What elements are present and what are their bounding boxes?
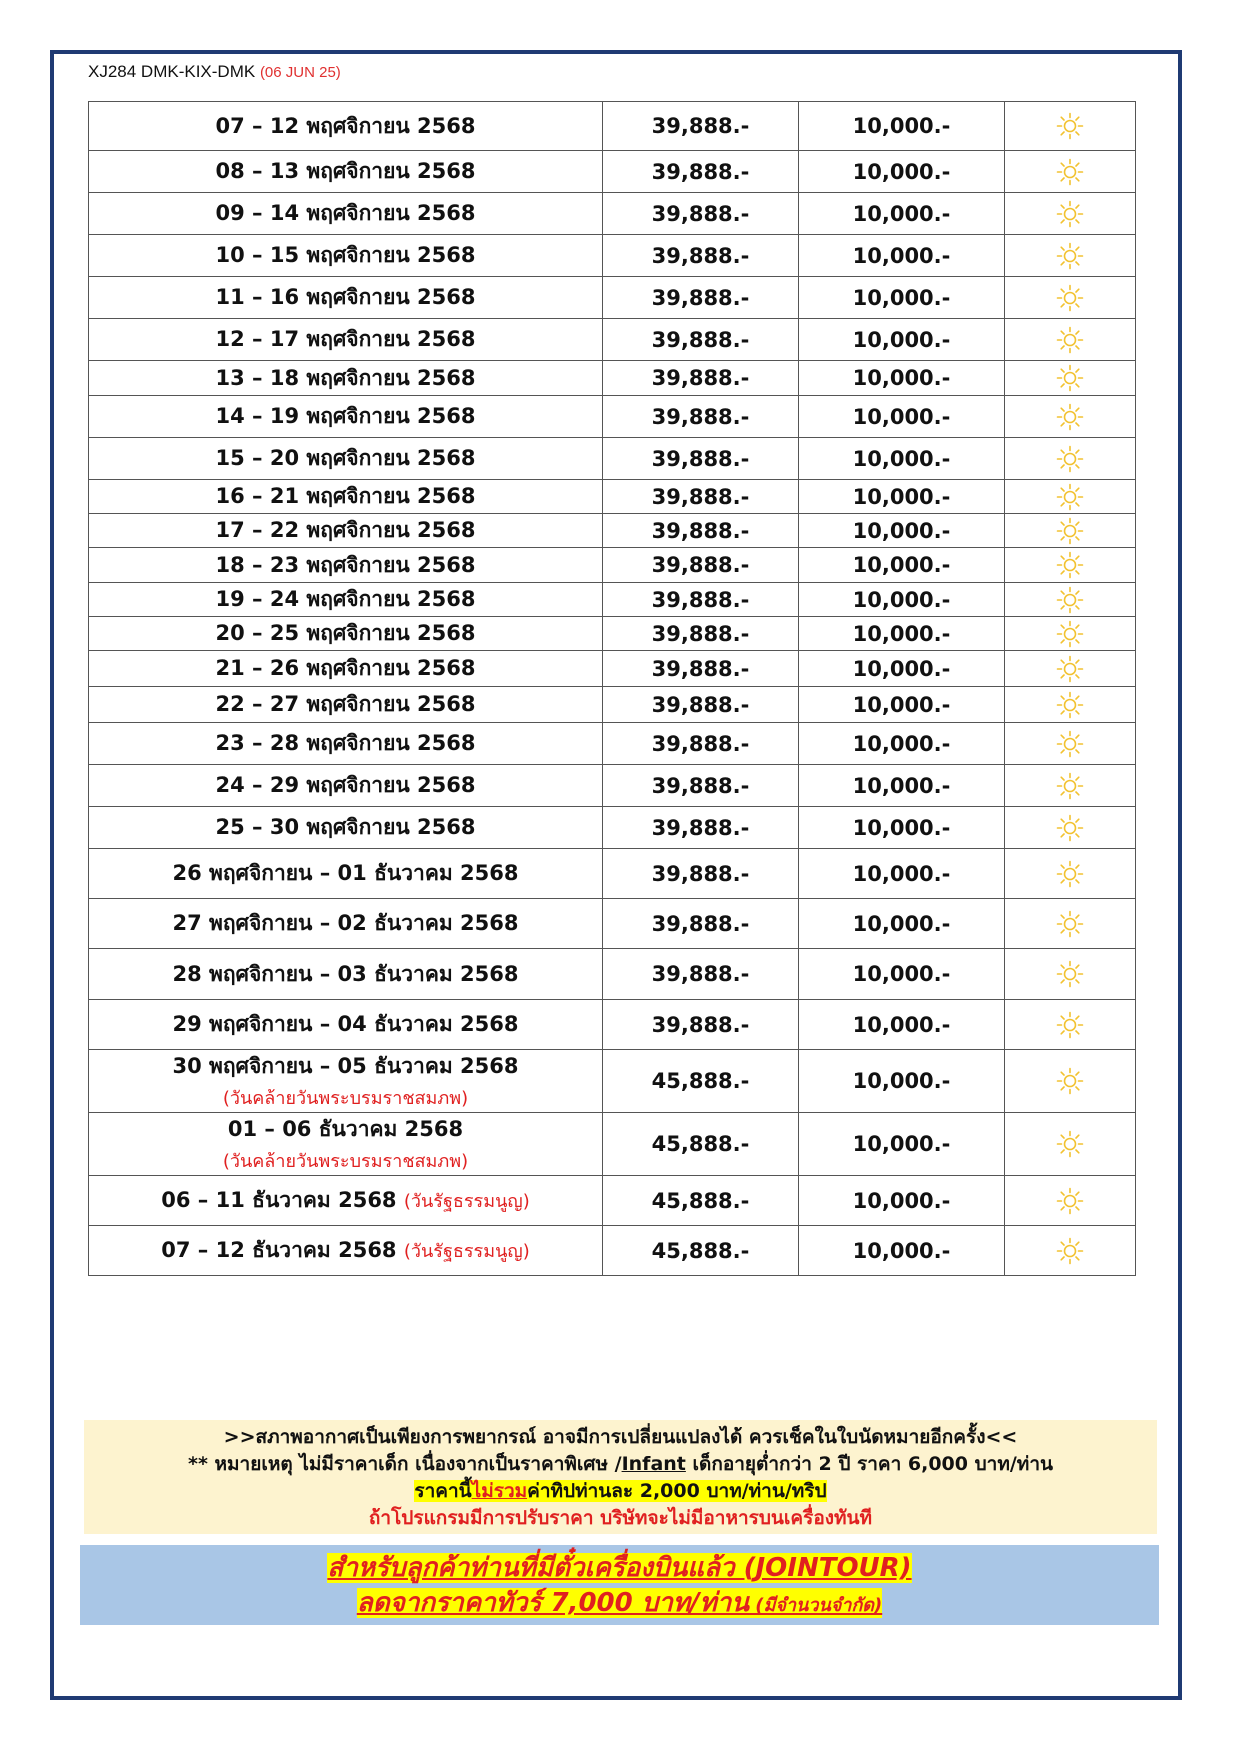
single-supplement-cell: 10,000.-: [799, 438, 1005, 480]
period-text: 16 – 21 พฤศจิกายน 2568: [215, 484, 476, 508]
sun-icon: [1055, 1066, 1085, 1096]
weather-cell: [1005, 583, 1136, 617]
single-supplement-cell: 10,000.-: [799, 151, 1005, 193]
weather-cell: [1005, 361, 1136, 396]
table-row: [89, 1226, 1136, 1276]
table-row: [89, 151, 1136, 193]
table-row: [89, 1050, 1136, 1113]
sun-icon: [1055, 859, 1085, 889]
period-cell: [89, 277, 603, 319]
sun-icon: [1055, 402, 1085, 432]
period-cell: [89, 193, 603, 235]
single-supplement-cell: 10,000.-: [799, 361, 1005, 396]
single-supplement-cell: 10,000.-: [799, 723, 1005, 765]
price-cell: 39,888.-: [603, 396, 799, 438]
price-cell: 45,888.-: [603, 1176, 799, 1226]
table-row: [89, 319, 1136, 361]
notice-box: [84, 1420, 1157, 1534]
period-cell: [89, 687, 603, 723]
single-supplement-cell: 10,000.-: [799, 899, 1005, 949]
period-text: 11 – 16 พฤศจิกายน 2568: [215, 285, 476, 309]
period-text: 28 พฤศจิกายน – 03 ธันวาคม 2568: [172, 961, 519, 986]
period-cell: [89, 1000, 603, 1050]
weather-cell: [1005, 1176, 1136, 1226]
weather-cell: [1005, 651, 1136, 687]
table-row: [89, 807, 1136, 849]
price-table-body: [89, 102, 1136, 1276]
holiday-note: (วันคล้ายวันพระบรมราชสมภพ): [222, 1088, 469, 1109]
single-supplement-cell: 10,000.-: [799, 235, 1005, 277]
tip-note-a: ราคานี้: [414, 1480, 472, 1502]
price-cell: 39,888.-: [603, 514, 799, 548]
single-supplement-cell: 10,000.-: [799, 651, 1005, 687]
sun-icon: [1055, 157, 1085, 187]
sun-icon: [1055, 550, 1085, 580]
table-row: [89, 687, 1136, 723]
period-cell: [89, 807, 603, 849]
price-cell: 45,888.-: [603, 1226, 799, 1276]
infant-label: Infant: [621, 1453, 686, 1475]
price-cell: 39,888.-: [603, 151, 799, 193]
period-cell: [89, 1050, 603, 1113]
table-row: [89, 949, 1136, 1000]
period-text: 14 – 19 พฤศจิกายน 2568: [215, 404, 476, 428]
single-supplement-cell: 10,000.-: [799, 1226, 1005, 1276]
period-cell: [89, 765, 603, 807]
price-table: [88, 101, 1136, 1276]
period-text: 17 – 22 พฤศจิกายน 2568: [215, 518, 476, 542]
period-text: 25 – 30 พฤศจิกายน 2568: [215, 815, 476, 839]
price-cell: 39,888.-: [603, 723, 799, 765]
single-supplement-cell: 10,000.-: [799, 1050, 1005, 1113]
period-text: 30 พฤศจิกายน – 05 ธันวาคม 2568: [172, 1054, 519, 1078]
table-row: [89, 651, 1136, 687]
price-cell: 39,888.-: [603, 1000, 799, 1050]
weather-cell: [1005, 849, 1136, 899]
sun-icon: [1055, 199, 1085, 229]
sun-icon: [1055, 444, 1085, 474]
table-row: [89, 235, 1136, 277]
price-cell: 39,888.-: [603, 687, 799, 723]
price-cell: 39,888.-: [603, 849, 799, 899]
period-cell: [89, 1113, 603, 1176]
single-supplement-cell: 10,000.-: [799, 548, 1005, 583]
price-cell: 39,888.-: [603, 651, 799, 687]
weather-cell: [1005, 396, 1136, 438]
weather-cell: [1005, 438, 1136, 480]
table-row: [89, 277, 1136, 319]
period-text: 29 พฤศจิกายน – 04 ธันวาคม 2568: [172, 1012, 519, 1036]
table-row: [89, 1000, 1136, 1050]
table-row: [89, 514, 1136, 548]
period-text: 27 พฤศจิกายน – 02 ธันวาคม 2568: [172, 911, 519, 935]
single-supplement-cell: 10,000.-: [799, 949, 1005, 1000]
period-text: 10 – 15 พฤศจิกายน 2568: [215, 243, 476, 267]
child-price-notice: [84, 1451, 1157, 1478]
sun-icon: [1055, 1236, 1085, 1266]
single-supplement-cell: 10,000.-: [799, 687, 1005, 723]
sun-icon: [1055, 771, 1085, 801]
single-supplement-cell: 10,000.-: [799, 480, 1005, 514]
weather-cell: [1005, 548, 1136, 583]
table-row: [89, 1113, 1136, 1176]
holiday-note: (วันรัฐธรรมนูญ): [403, 1191, 530, 1212]
period-cell: [89, 438, 603, 480]
period-text: 06 – 11 ธันวาคม 2568: [161, 1188, 397, 1212]
single-supplement-cell: 10,000.-: [799, 193, 1005, 235]
table-row: [89, 617, 1136, 651]
single-supplement-cell: 10,000.-: [799, 1000, 1005, 1050]
table-row: [89, 548, 1136, 583]
table-row: [89, 193, 1136, 235]
meal-notice: ถ้าโปรแกรมมีการปรับราคา บริษัทจะไม่มีอาหารบนเครื่องทันที: [368, 1507, 873, 1529]
period-cell: [89, 849, 603, 899]
period-cell: [89, 617, 603, 651]
period-text: 09 – 14 พฤศจิกายน 2568: [215, 201, 476, 225]
promo-limited: (มีจำนวนจำกัด): [749, 1595, 883, 1616]
sun-icon: [1055, 283, 1085, 313]
period-cell: [89, 583, 603, 617]
sun-icon: [1055, 619, 1085, 649]
weather-cell: [1005, 514, 1136, 548]
single-supplement-cell: 10,000.-: [799, 617, 1005, 651]
table-row: [89, 1176, 1136, 1226]
weather-cell: [1005, 687, 1136, 723]
price-cell: 39,888.-: [603, 617, 799, 651]
table-row: [89, 396, 1136, 438]
period-cell: [89, 480, 603, 514]
sun-icon: [1055, 585, 1085, 615]
table-row: [89, 765, 1136, 807]
sun-icon: [1055, 1010, 1085, 1040]
tip-note-b: ไม่รวม: [471, 1480, 528, 1502]
period-cell: [89, 396, 603, 438]
sun-icon: [1055, 909, 1085, 939]
weather-cell: [1005, 1226, 1136, 1276]
period-text: 19 – 24 พฤศจิกายน 2568: [215, 587, 476, 611]
period-cell: [89, 514, 603, 548]
table-row: [89, 849, 1136, 899]
price-cell: 45,888.-: [603, 1113, 799, 1176]
price-cell: 39,888.-: [603, 193, 799, 235]
weather-cell: [1005, 1113, 1136, 1176]
period-text: 23 – 28 พฤศจิกายน 2568: [215, 731, 476, 755]
period-cell: [89, 151, 603, 193]
single-supplement-cell: 10,000.-: [799, 514, 1005, 548]
period-text: 07 – 12 พฤศจิกายน 2568: [215, 113, 476, 138]
sun-icon: [1055, 1186, 1085, 1216]
weather-cell: [1005, 949, 1136, 1000]
table-row: [89, 723, 1136, 765]
weather-cell: [1005, 319, 1136, 361]
single-supplement-cell: 10,000.-: [799, 277, 1005, 319]
promo-discount: ลดจากราคาทัวร์ 7,000 บาท/ท่าน: [356, 1588, 750, 1618]
period-cell: [89, 102, 603, 151]
weather-cell: [1005, 193, 1136, 235]
weather-notice: >>สภาพอากาศเป็นเพียงการพยากรณ์ อาจมีการเปลี่ยนแปลงได้ ควรเช็คในใบนัดหมายอีกครั้ง<<: [223, 1426, 1018, 1448]
period-text: 21 – 26 พฤศจิกายน 2568: [215, 656, 476, 680]
weather-cell: [1005, 1000, 1136, 1050]
period-text: 15 – 20 พฤศจิกายน 2568: [215, 446, 476, 470]
period-text: 24 – 29 พฤศจิกายน 2568: [215, 773, 476, 797]
single-supplement-cell: 10,000.-: [799, 849, 1005, 899]
holiday-note: (วันรัฐธรรมนูญ): [403, 1241, 530, 1262]
sun-icon: [1055, 690, 1085, 720]
table-row: [89, 583, 1136, 617]
period-cell: [89, 319, 603, 361]
table-row: [89, 899, 1136, 949]
single-supplement-cell: 10,000.-: [799, 765, 1005, 807]
single-supplement-cell: 10,000.-: [799, 396, 1005, 438]
period-cell: [89, 949, 603, 1000]
sun-icon: [1055, 516, 1085, 546]
single-supplement-cell: 10,000.-: [799, 1113, 1005, 1176]
sun-icon: [1055, 111, 1085, 141]
single-supplement-cell: 10,000.-: [799, 583, 1005, 617]
period-text: 26 พฤศจิกายน – 01 ธันวาคม 2568: [172, 861, 519, 885]
sun-icon: [1055, 363, 1085, 393]
child-note-pre: ** หมายเหตุ ไม่มีราคาเด็ก เนื่องจากเป็นราคาพิเศษ /: [188, 1453, 622, 1475]
holiday-note: (วันคล้ายวันพระบรมราชสมภพ): [222, 1151, 469, 1172]
period-text: 01 – 06 ธันวาคม 2568: [227, 1117, 464, 1141]
table-row: [89, 480, 1136, 514]
single-supplement-cell: 10,000.-: [799, 319, 1005, 361]
price-cell: 39,888.-: [603, 235, 799, 277]
sun-icon: [1055, 325, 1085, 355]
sun-icon: [1055, 1129, 1085, 1159]
period-text: 07 – 12 ธันวาคม 2568: [161, 1238, 397, 1262]
price-cell: 39,888.-: [603, 949, 799, 1000]
sun-icon: [1055, 959, 1085, 989]
flight-code: XJ284 DMK-KIX-DMK: [88, 62, 256, 81]
price-cell: 39,888.-: [603, 319, 799, 361]
price-cell: 45,888.-: [603, 1050, 799, 1113]
period-cell: [89, 235, 603, 277]
price-cell: 39,888.-: [603, 899, 799, 949]
period-text: 18 – 23 พฤศจิกายน 2568: [215, 552, 476, 577]
price-cell: 39,888.-: [603, 480, 799, 514]
period-text: 12 – 17 พฤศจิกายน 2568: [215, 327, 476, 351]
price-cell: 39,888.-: [603, 765, 799, 807]
price-cell: 39,888.-: [603, 548, 799, 583]
weather-cell: [1005, 151, 1136, 193]
weather-cell: [1005, 480, 1136, 514]
period-cell: [89, 548, 603, 583]
period-text: 20 – 25 พฤศจิกายน 2568: [215, 621, 476, 645]
price-cell: 39,888.-: [603, 438, 799, 480]
price-cell: 39,888.-: [603, 583, 799, 617]
document-header: [88, 62, 341, 82]
period-cell: [89, 1226, 603, 1276]
period-text: 08 – 13 พฤศจิกายน 2568: [215, 159, 476, 183]
single-supplement-cell: 10,000.-: [799, 102, 1005, 151]
period-cell: [89, 651, 603, 687]
sun-icon: [1055, 482, 1085, 512]
tip-note-c: ค่าทิปท่านละ 2,000 บาท/ท่าน/ทริป: [527, 1480, 827, 1502]
weather-cell: [1005, 277, 1136, 319]
single-supplement-cell: 10,000.-: [799, 1176, 1005, 1226]
table-row: [89, 361, 1136, 396]
weather-cell: [1005, 102, 1136, 151]
table-row: [89, 102, 1136, 151]
table-row: [89, 438, 1136, 480]
price-cell: 39,888.-: [603, 807, 799, 849]
weather-cell: [1005, 765, 1136, 807]
sun-icon: [1055, 729, 1085, 759]
promo-line-2: [357, 1588, 882, 1618]
child-note-post: เด็กอายุต่ำกว่า 2 ปี ราคา 6,000 บาท/ท่าน: [685, 1453, 1053, 1475]
sun-icon: [1055, 813, 1085, 843]
header-date: (06 JUN 25): [259, 64, 341, 81]
weather-cell: [1005, 807, 1136, 849]
period-text: 22 – 27 พฤศจิกายน 2568: [215, 692, 476, 716]
price-cell: 39,888.-: [603, 361, 799, 396]
jointour-promo: [80, 1545, 1159, 1625]
period-cell: [89, 1176, 603, 1226]
price-cell: 39,888.-: [603, 102, 799, 151]
promo-line-1: สำหรับลูกค้าท่านที่มีตั๋วเครื่องบินแล้ว (JOINTOUR): [327, 1553, 912, 1583]
weather-cell: [1005, 1050, 1136, 1113]
weather-cell: [1005, 235, 1136, 277]
single-supplement-cell: 10,000.-: [799, 807, 1005, 849]
tip-notice: [84, 1478, 1157, 1505]
period-cell: [89, 361, 603, 396]
weather-cell: [1005, 617, 1136, 651]
period-text: 13 – 18 พฤศจิกายน 2568: [215, 365, 476, 390]
sun-icon: [1055, 241, 1085, 271]
period-cell: [89, 899, 603, 949]
sun-icon: [1055, 654, 1085, 684]
price-cell: 39,888.-: [603, 277, 799, 319]
weather-cell: [1005, 723, 1136, 765]
weather-cell: [1005, 899, 1136, 949]
period-cell: [89, 723, 603, 765]
